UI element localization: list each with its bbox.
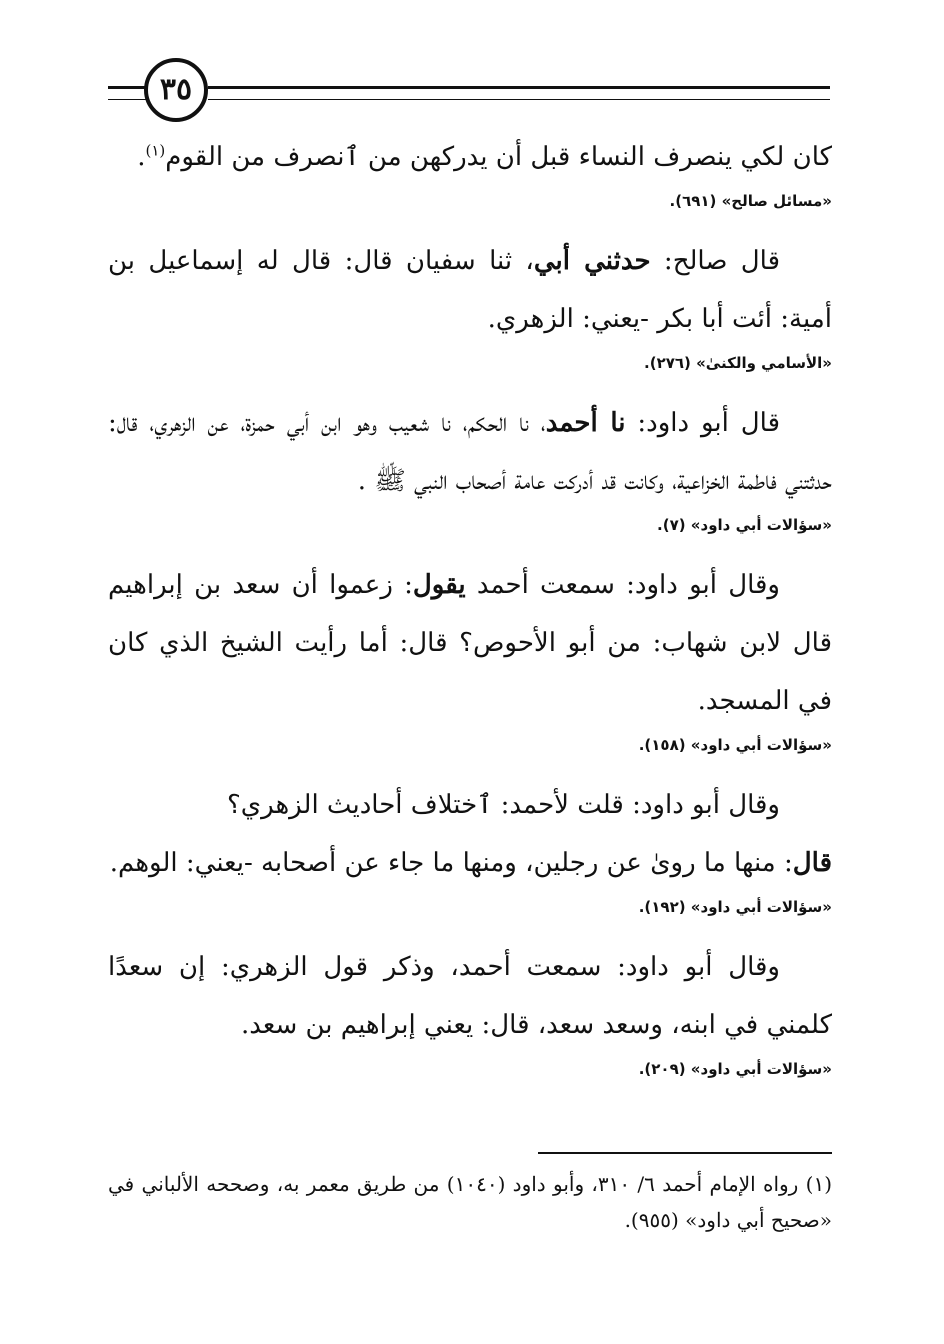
text-run: : منها ما روىٰ عن رجلين، ومنها ما جاء عن أصحابه -يعني: الوهم. — [109, 848, 793, 878]
page-body — [108, 128, 832, 1100]
page-header — [108, 58, 830, 128]
text-run: ، نا الحكم، نا شعيب وهو ابن أبي حمزة، عن الزهري، قال: حدثتني فاطمة الخزاعية، وكانت قد أدركت عامة أصحاب النبي ﷺ . — [108, 408, 832, 496]
bold-phrase: يقول — [412, 570, 466, 600]
text-run: كان لكي ينصرف النساء قبل أن يدركهن من ٱنصرف من القوم — [165, 142, 832, 172]
page-number: ٣٥ — [159, 72, 193, 107]
text-run: وقال أبو داود: سمعت أحمد — [465, 570, 780, 600]
source-citation: «سؤالات أبي داود» (٢٠٩). — [638, 1060, 832, 1078]
body-paragraph — [108, 394, 832, 510]
text-run: : زعموا أن سعد بن إبراهيم قال لابن شهاب: من أبو الأحوص؟ قال: أما رأيت الشيخ الذي كان في المسجد. — [108, 570, 832, 716]
footnote-divider — [538, 1152, 832, 1154]
body-paragraph — [108, 556, 832, 730]
text-run: وقال أبو داود: قلت لأحمد: ٱختلاف أحاديث الزهري؟ — [226, 790, 780, 820]
source-citation: «سؤالات أبي داود» (٧). — [657, 516, 832, 534]
text-run: قال صالح: — [650, 246, 780, 276]
bold-phrase: نا أحمد — [545, 408, 626, 438]
text-run: ، ثنا سفيان قال: قال له إسماعيل بن أمية: أئت أبا بكر -يعني: الزهري. — [108, 246, 832, 334]
source-citation: «مسائل صالح» (٦٩١). — [669, 192, 832, 210]
page-number-badge — [144, 58, 208, 122]
body-paragraph — [108, 776, 832, 834]
footnote-marker: (١) — [145, 141, 166, 160]
source-citation: «سؤالات أبي داود» (١٥٨). — [638, 736, 832, 754]
source-citation: «الأسامي والكنىٰ» (٢٧٦). — [644, 354, 832, 372]
body-paragraph — [108, 938, 832, 1054]
text-run: قال أبو داود: — [625, 408, 781, 438]
bold-phrase: حدثني أبي — [533, 246, 651, 276]
footnote: (١) رواه الإمام أحمد ٦/ ٣١٠، وأبو داود (١٠٤٠) من طريق معمر به، وصححه الألباني في «صحيح أبي داود» (٩٥٥). — [108, 1172, 832, 1232]
text-run: وقال أبو داود: سمعت أحمد، وذكر قول الزهري: إن سعدًا كلمني في ابنه، وسعد سعد، قال: يعني إبراهيم بن سعد. — [108, 952, 832, 1040]
body-paragraph — [108, 834, 832, 892]
text-run: . — [137, 142, 146, 172]
source-citation: «سؤالات أبي داود» (١٩٢). — [638, 898, 832, 916]
body-paragraph — [108, 232, 832, 348]
header-rule-right — [208, 86, 830, 100]
bold-phrase: قال — [792, 848, 832, 878]
body-paragraph — [108, 128, 832, 186]
